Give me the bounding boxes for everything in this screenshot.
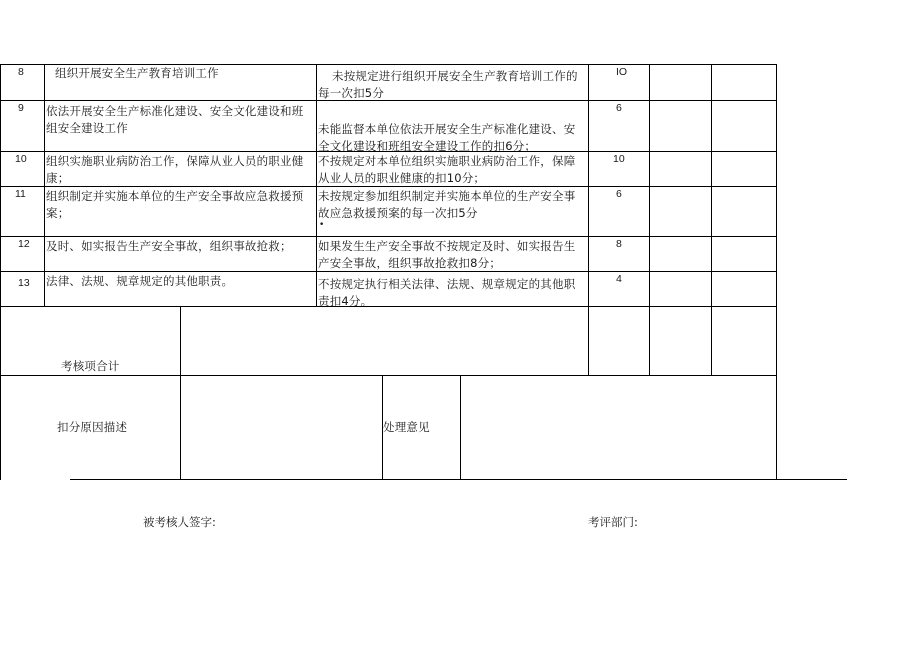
row-number-cell	[0, 272, 44, 307]
row-number-cell	[0, 152, 44, 187]
score-value: IO	[616, 66, 628, 78]
item-text: 组织实施职业病防治工作，保障从业人员的职业健康；	[46, 154, 304, 185]
reason-label: 扣分原因描述	[57, 420, 128, 434]
item-text: 法律、法规、规章规定的其他职责。	[46, 274, 234, 288]
reason-field[interactable]	[180, 376, 382, 480]
total-label-cell	[0, 307, 180, 376]
item-cell	[44, 187, 316, 237]
criteria-text: 未按规定参加组织制定并实施本单位的生产安全事故应急救援预案的每一次扣5分	[318, 189, 576, 220]
item-cell	[44, 101, 316, 152]
item-text: 组织开展安全生产教育培训工作	[55, 66, 219, 80]
criteria-text: 未按规定进行组织开展安全生产教育培训工作的每一次扣5分	[318, 69, 578, 100]
table-row	[0, 151, 777, 187]
total-score-cell	[588, 307, 649, 376]
total-blank-cell-2	[649, 307, 711, 376]
item-text: 及时、如实报告生产安全事故，组织事故抢救；	[46, 239, 292, 253]
row-number: 10	[15, 153, 27, 165]
score-cell	[588, 101, 649, 152]
total-blank-cell-3	[711, 307, 777, 376]
criteria-cell	[316, 101, 588, 152]
item-cell	[44, 237, 316, 272]
score-blank-cell	[649, 272, 711, 307]
score-value: 10	[613, 153, 625, 165]
row-number: 9	[18, 102, 24, 114]
criteria-text: 未能监督本单位依法开展安全生产标准化建设、安全文化建设和班组安全建设工作的扣6分；	[318, 122, 576, 153]
score-cell	[588, 237, 649, 272]
criteria-cell	[316, 65, 588, 101]
score-blank-cell	[649, 152, 711, 187]
row-number-cell	[0, 237, 44, 272]
row-number: 12	[18, 238, 30, 250]
item-cell	[44, 65, 316, 101]
deduction-blank-cell	[711, 187, 777, 237]
criteria-text: 如果发生生产安全事故不按规定及时、如实报告生产安全事故，组织事故抢救扣8分；	[318, 239, 576, 270]
deduction-blank-cell	[711, 237, 777, 272]
criteria-cell	[316, 272, 588, 307]
table-row	[0, 271, 777, 307]
opinion-field[interactable]	[460, 376, 777, 480]
score-value: 6	[616, 102, 622, 114]
score-blank-cell	[649, 187, 711, 237]
total-row	[0, 306, 777, 376]
total-blank-cell	[180, 307, 588, 376]
row-number: 11	[15, 188, 26, 200]
deduction-blank-cell	[711, 65, 777, 101]
row-number: 8	[18, 66, 24, 78]
criteria-cell	[316, 152, 588, 187]
table-row	[0, 100, 777, 152]
score-blank-cell	[649, 65, 711, 101]
score-blank-cell	[649, 101, 711, 152]
table-row	[0, 186, 777, 237]
row-number-cell	[0, 187, 44, 237]
reason-label-cell	[0, 376, 180, 480]
table-bottom-border	[70, 479, 847, 480]
criteria-bullet: •	[319, 220, 325, 230]
opinion-label-cell	[382, 376, 460, 480]
row-number: 13	[18, 277, 30, 289]
item-text: 依法开展安全生产标准化建设、安全文化建设和班组安全建设工作	[46, 104, 304, 135]
table-row	[0, 236, 777, 272]
criteria-cell	[316, 237, 588, 272]
opinion-label: 处理意见	[383, 420, 430, 434]
score-value: 8	[616, 238, 622, 250]
item-cell	[44, 152, 316, 187]
score-cell	[588, 272, 649, 307]
table-row	[0, 64, 777, 101]
total-label: 考核项合计	[61, 359, 120, 373]
criteria-cell	[316, 187, 588, 237]
criteria-text: 不按规定执行相关法律、法规、规章规定的其他职责扣4分。	[318, 277, 576, 308]
item-cell	[44, 272, 316, 307]
assessed-signature-label: 被考核人签字:	[143, 515, 216, 529]
item-text: 组织制定并实施本单位的生产安全事故应急救援预案；	[46, 189, 304, 220]
row-number-cell	[0, 101, 44, 152]
row-number-cell	[0, 65, 44, 101]
score-value: 4	[616, 273, 622, 285]
score-cell	[588, 187, 649, 237]
reason-row	[0, 375, 777, 480]
criteria-text: 不按规定对本单位组织实施职业病防治工作，保障从业人员的职业健康的扣10分；	[318, 154, 576, 185]
score-cell	[588, 152, 649, 187]
deduction-blank-cell	[711, 152, 777, 187]
score-cell	[588, 65, 649, 101]
score-value: 6	[616, 188, 622, 200]
department-label: 考评部门:	[588, 515, 638, 529]
score-blank-cell	[649, 237, 711, 272]
deduction-blank-cell	[711, 272, 777, 307]
deduction-blank-cell	[711, 101, 777, 152]
